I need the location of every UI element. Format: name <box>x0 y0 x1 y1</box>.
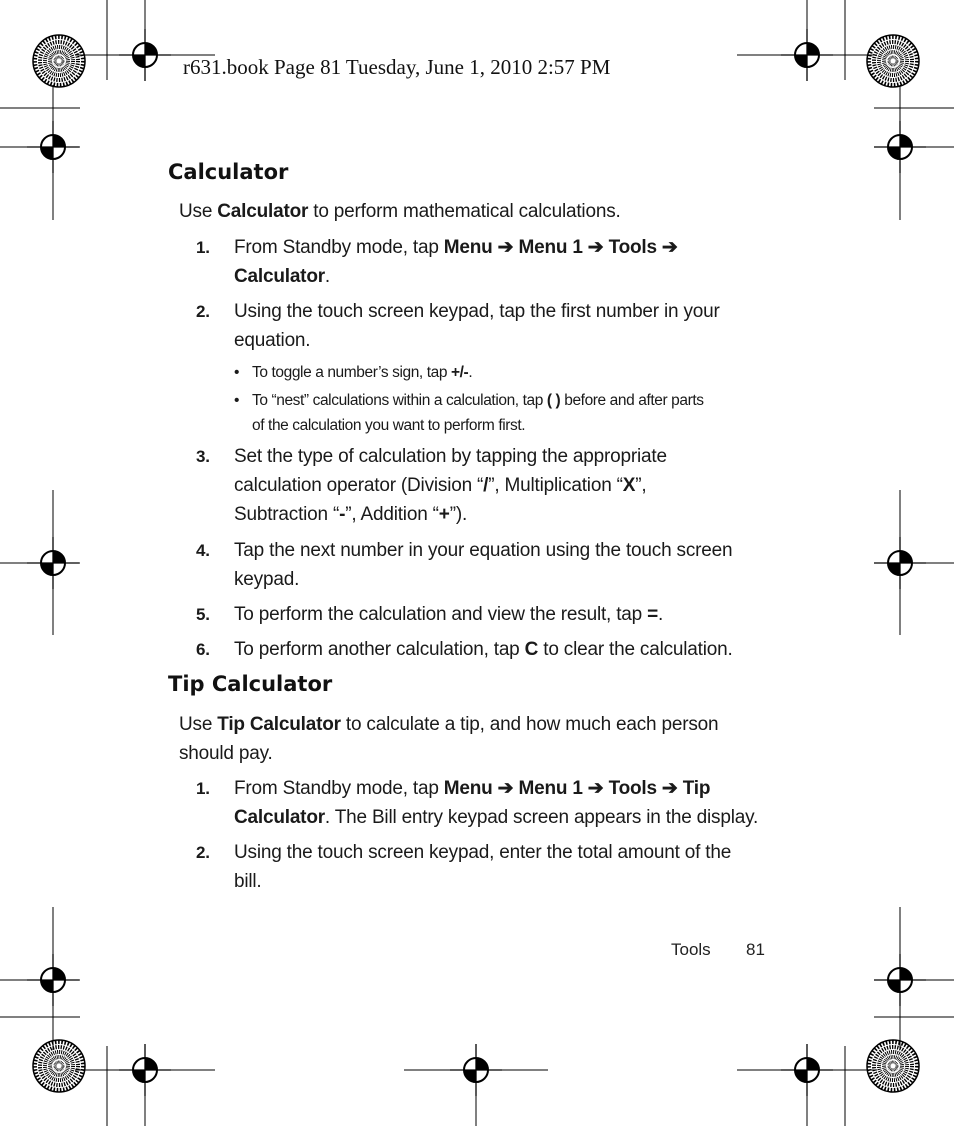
step-number: 1. <box>196 779 210 798</box>
step-number: 6. <box>196 640 210 659</box>
footer-page-number: 81 <box>746 940 765 959</box>
step-number: 3. <box>196 447 210 466</box>
section-heading-calculator: Calculator <box>168 160 289 184</box>
calculator-intro: Use Calculator to perform mathematical calculations. <box>179 201 621 222</box>
footer-section-name: Tools <box>671 940 711 959</box>
step-number: 2. <box>196 843 210 862</box>
bullet-dot: • <box>234 392 240 409</box>
step-number: 5. <box>196 605 210 624</box>
section-heading-tip-calculator: Tip Calculator <box>168 672 333 696</box>
print-slug-header: r631.book Page 81 Tuesday, June 1, 2010 2:57 PM <box>183 55 611 79</box>
step-number: 2. <box>196 302 210 321</box>
step-number: 4. <box>196 541 210 560</box>
tip-calculator-intro: Use Tip Calculator to calculate a tip, and how much each person should pay. <box>179 714 719 764</box>
step-number: 1. <box>196 238 210 257</box>
bullet-dot: • <box>234 364 240 381</box>
